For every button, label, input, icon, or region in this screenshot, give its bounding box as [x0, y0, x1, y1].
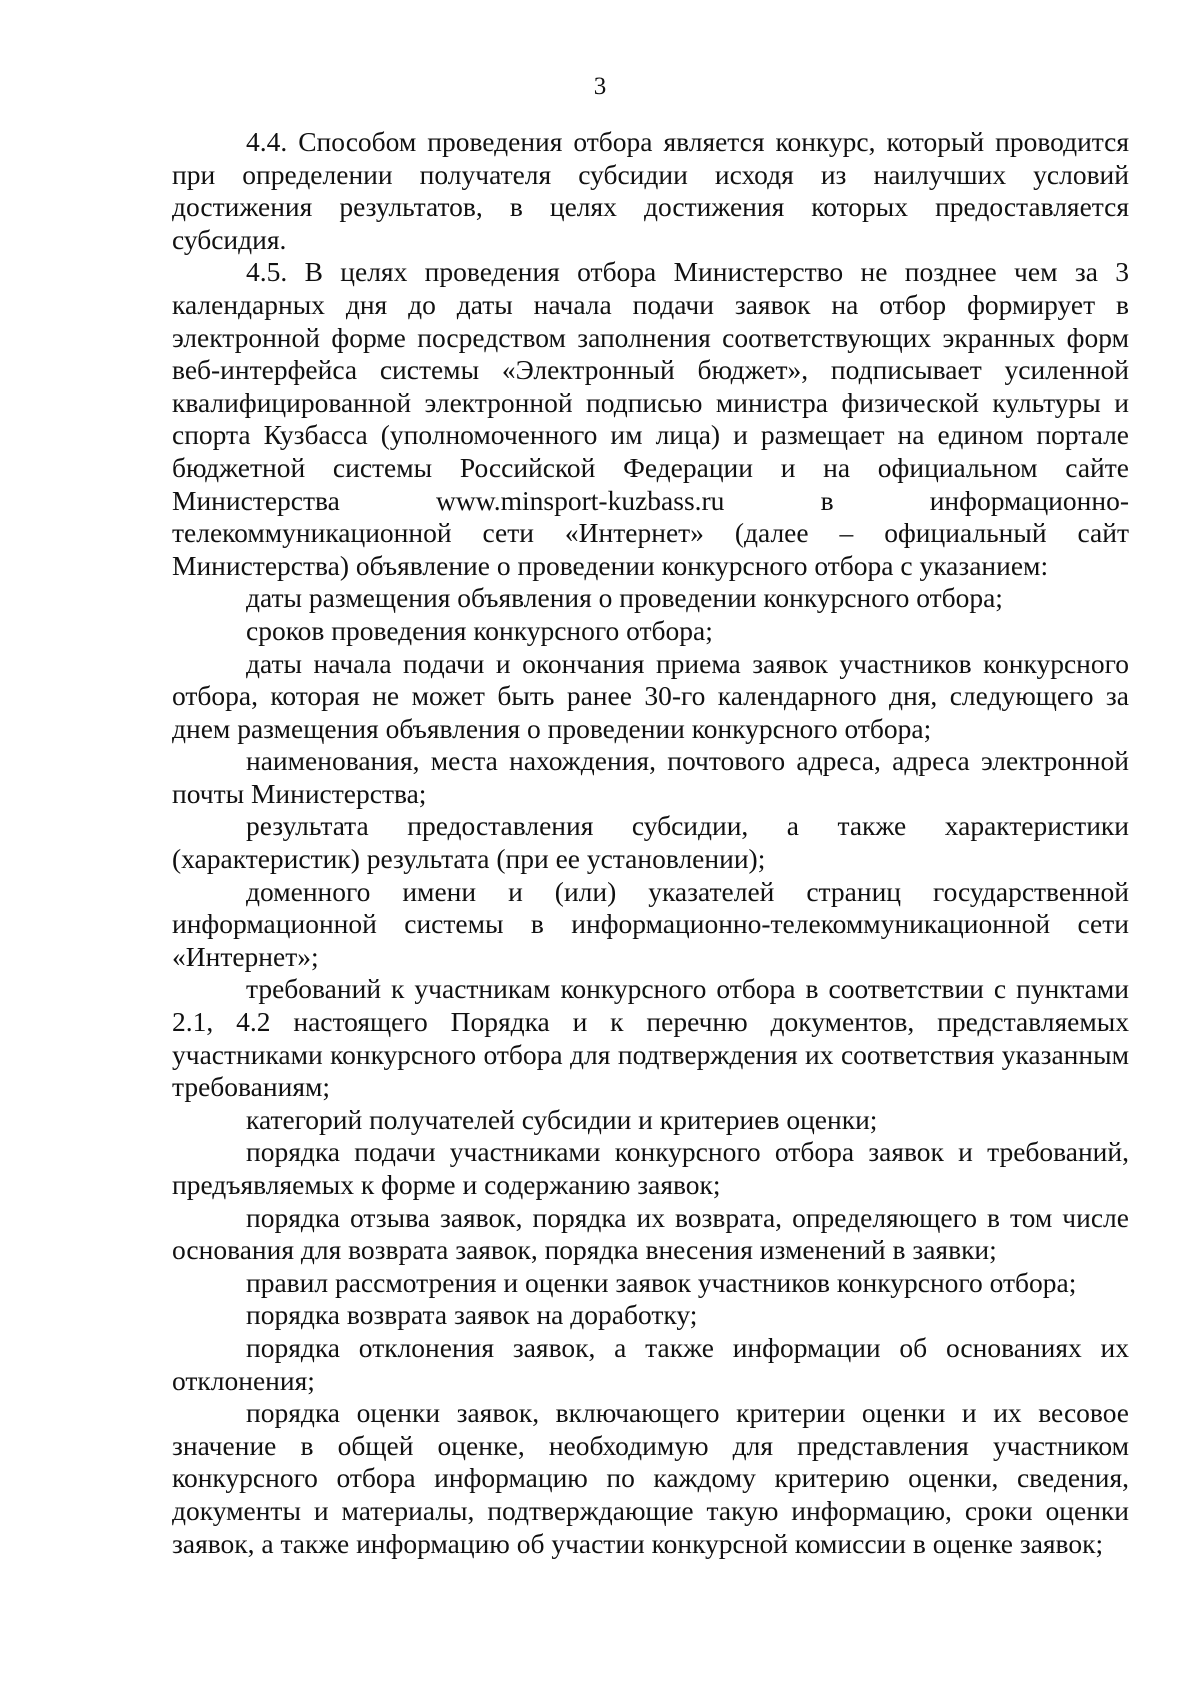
list-item: порядка отзыва заявок, порядка их возврата, определяющего в том числе основания для возврата заявок, порядка внесения изменений в заявки;: [172, 1201, 1129, 1266]
list-item: сроков проведения конкурсного отбора;: [246, 614, 713, 646]
paragraph-4-4: 4.4. Способом проведения отбора является конкурс, который проводится при определении получателя субсидии исходя из наилучших условий достижения результатов, в целях достижения которых предоставляется субсидия.: [172, 126, 1129, 255]
list-item: категорий получателей субсидии и критериев оценки;: [246, 1103, 878, 1135]
list-item: порядка возврата заявок на доработку;: [246, 1299, 698, 1331]
list-item: порядка отклонения заявок, а также информации об основаниях их отклонения;: [172, 1331, 1129, 1396]
list-item: наименования, места нахождения, почтового адреса, адреса электронной почты Министерства;: [172, 745, 1129, 809]
page-number: 3: [593, 73, 607, 100]
list-item: требований к участникам конкурсного отбора в соответствии с пунктами 2.1, 4.2 настоящего Порядка и к перечню документов, представляемых участниками конкурсного отбора для подтверждения их соответствия указанным требованиям;: [172, 973, 1129, 1103]
list-item: порядка подачи участниками конкурсного отбора заявок и требований, предъявляемых к форме и содержанию заявок;: [172, 1136, 1129, 1200]
list-item: даты размещения объявления о проведении конкурсного отбора;: [246, 582, 1003, 614]
list-item: даты начала подачи и окончания приема заявок участников конкурсного отбора, которая не может быть ранее 30-го календарного дня, следующего за днем размещения объявления о проведении конкурсного отбора;: [172, 647, 1129, 744]
list-item: доменного имени и (или) указателей страниц государственной информационной системы в информационно-телекоммуникационной сети «Интернет»;: [172, 875, 1129, 972]
list-item: правил рассмотрения и оценки заявок участников конкурсного отбора;: [246, 1266, 1077, 1298]
paragraph-4-5: 4.5. В целях проведения отбора Министерство не позднее чем за 3 календарных дня до даты начала подачи заявок на отбор формирует в электронной форме посредством заполнения соответствующих экранных форм веб-интерфейса системы «Электронный бюджет», подписывает усиленной квалифицированной электронной подписью министра физической культуры и спорта Кузбасса (уполномоченного им лица) и размещает на едином портале бюджетной системы Российской Федерации и на официальном сайте Министерства www.minsport-kuzbass.ru в информационно-телекоммуникационной сети «Интернет» (далее – официальный сайт Министерства) объявление о проведении конкурсного отбора с указанием:: [172, 256, 1129, 581]
document-body: [172, 126, 1129, 1560]
list-item: результата предоставления субсидии, а также характеристики (характеристик) результата (при ее установлении);: [172, 810, 1129, 875]
list-item: порядка оценки заявок, включающего критерии оценки и их весовое значение в общей оценке, необходимую для представления участником конкурсного отбора информацию по каждому критерию оценки, сведения, документы и материалы, подтверждающие такую информацию, сроки оценки заявок, а также информацию об участии конкурсной комиссии в оценке заявок;: [172, 1397, 1129, 1559]
